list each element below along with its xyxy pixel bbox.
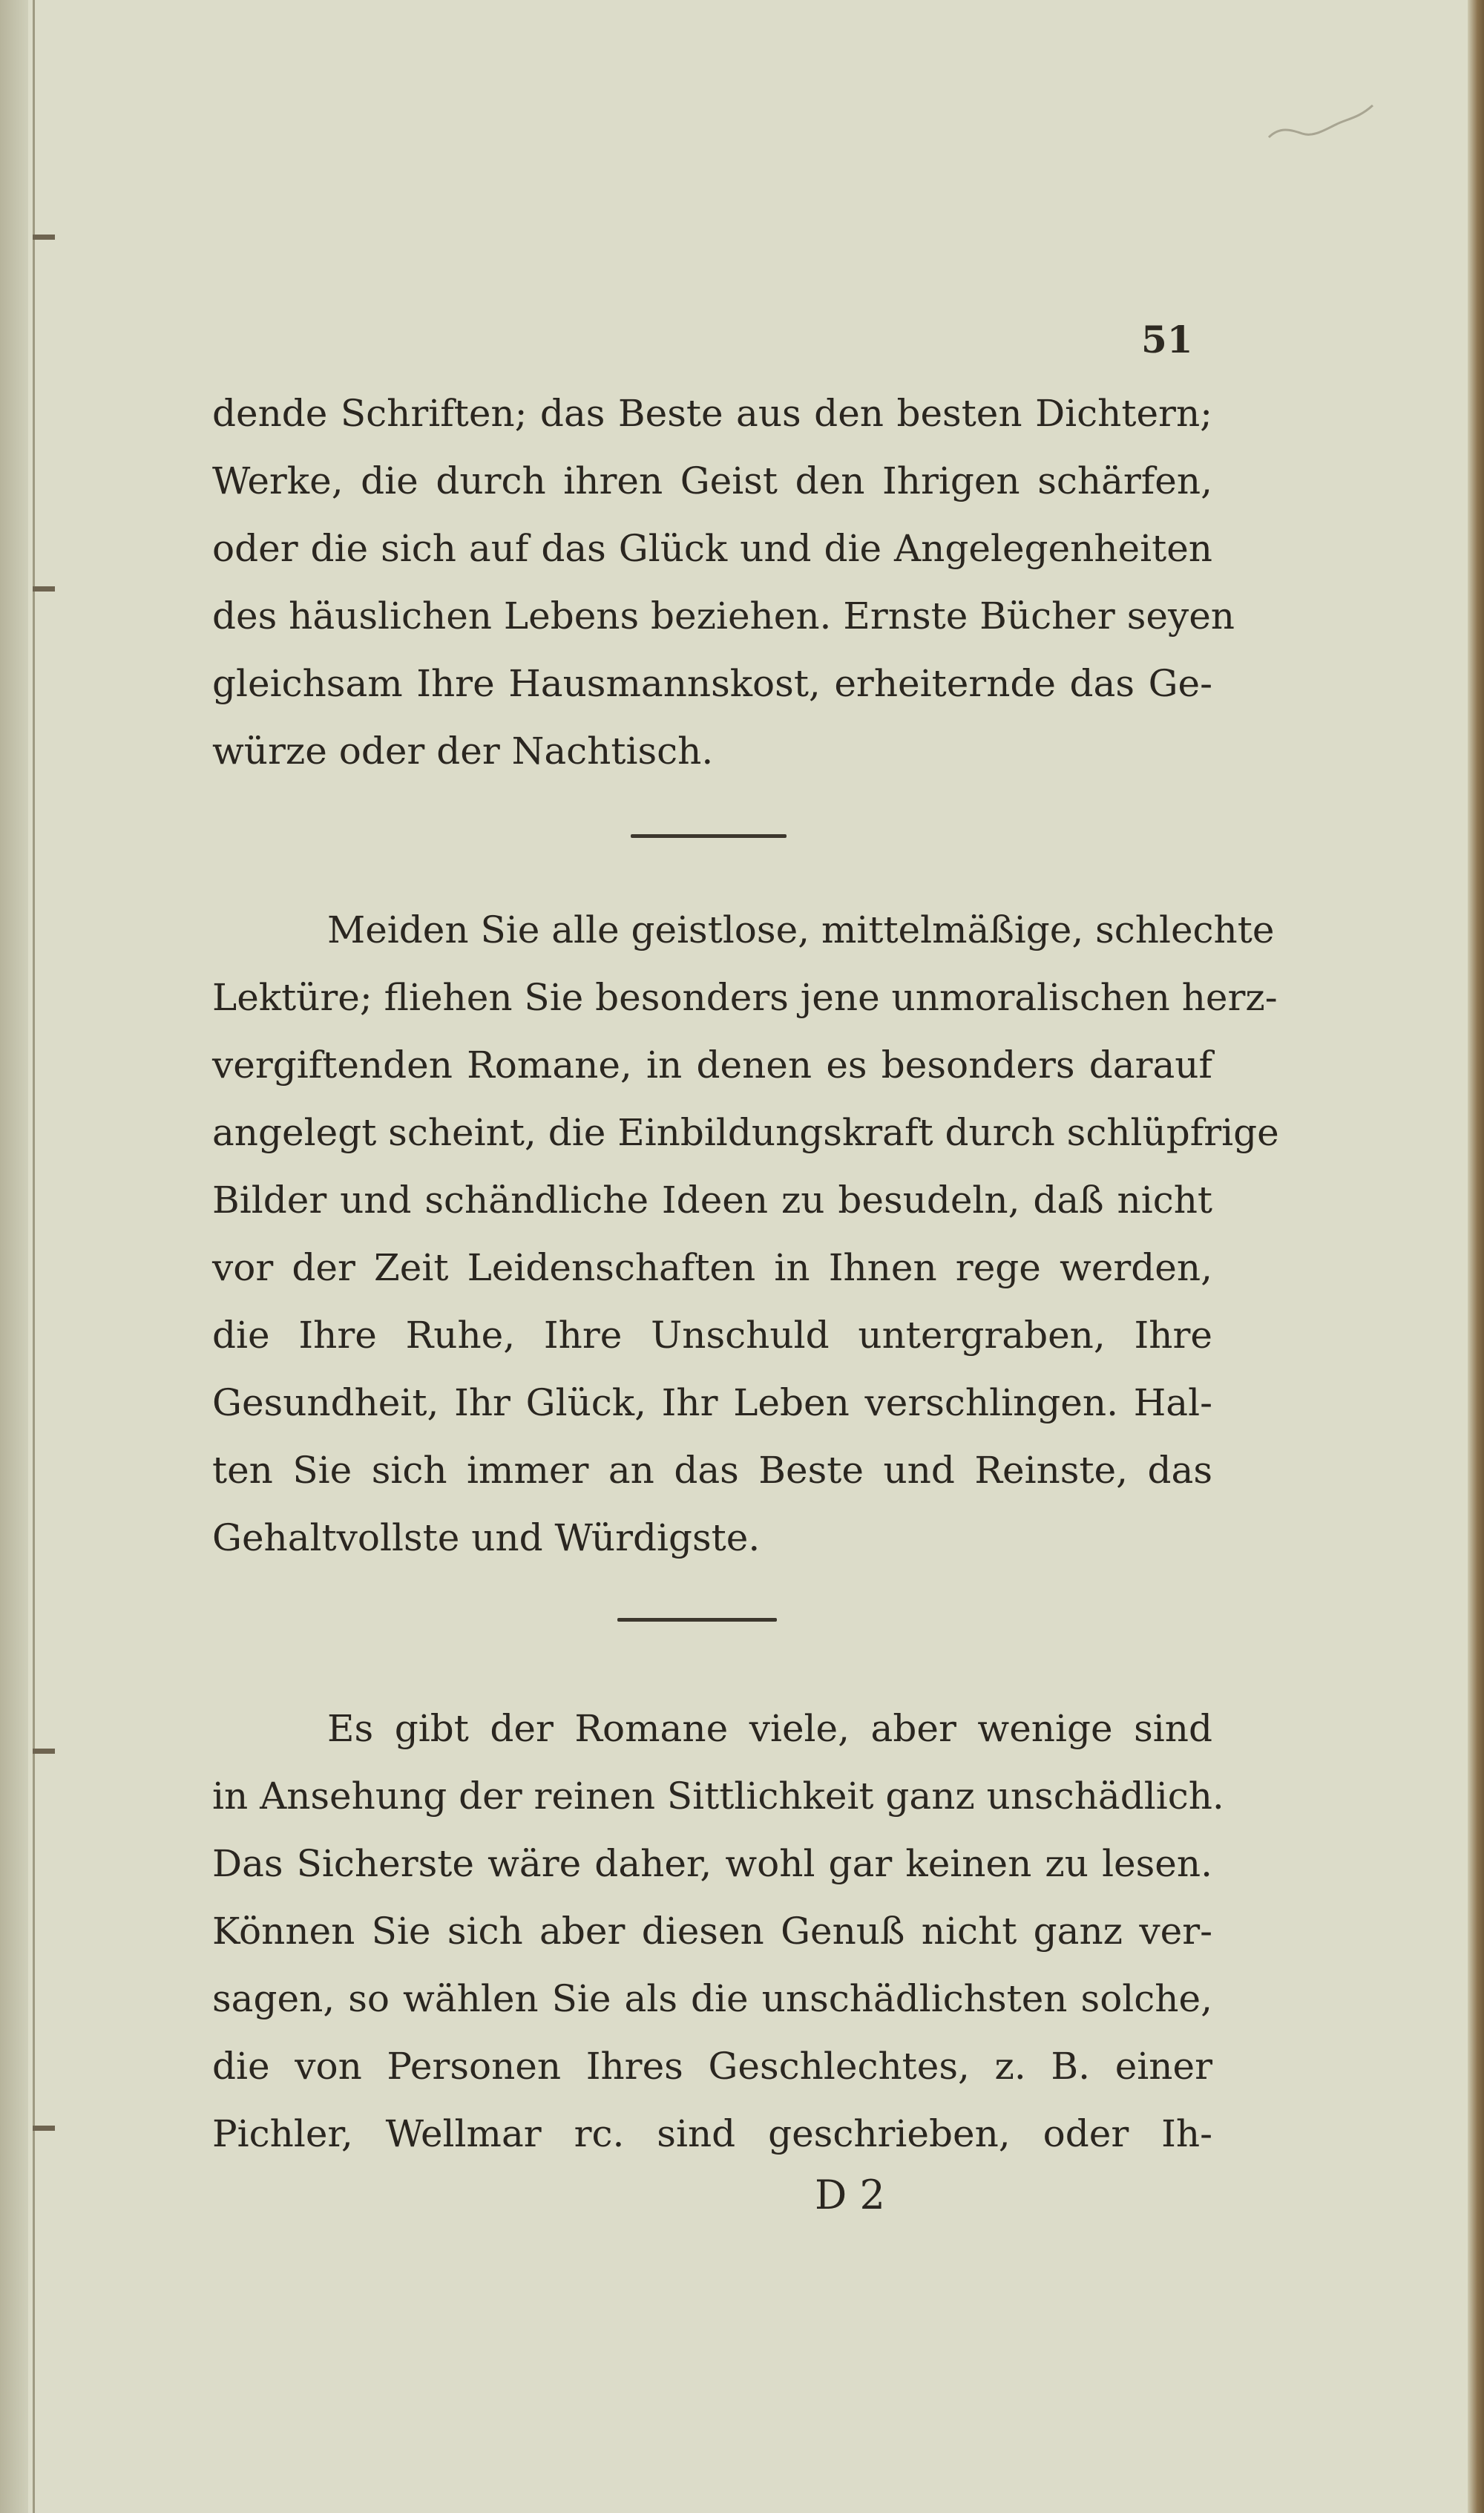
page-edge <box>1468 0 1484 2513</box>
page-number: 51 <box>1141 318 1193 361</box>
paragraph <box>212 380 1235 785</box>
text-line: oder die sich auf das Glück und die Angelegenheiten <box>212 527 1212 570</box>
text-line: die von Personen Ihres Geschlechtes, z. B. einer <box>212 2045 1212 2088</box>
text-line: sagen, so wählen Sie als die unschädlichsten solche, <box>212 1977 1212 2020</box>
text-line: Bilder und schändliche Ideen zu besudeln, daß nicht <box>212 1179 1212 1222</box>
signature-mark: D 2 <box>815 2172 885 2218</box>
text-line: des häuslichen Lebens beziehen. Ernste Bücher seyen <box>212 594 1235 638</box>
text-line: dende Schriften; das Beste aus den besten Dichtern; <box>212 392 1212 435</box>
text-line: würze oder der Nachtisch. <box>212 730 714 773</box>
text-line: die Ihre Ruhe, Ihre Unschuld untergraben, Ihre <box>212 1314 1212 1357</box>
spine-edge <box>33 0 35 2513</box>
section-divider <box>617 1618 777 1622</box>
text-line: gleichsam Ihre Hausmannskost, erheiternde das Ge- <box>212 662 1212 705</box>
section-divider <box>631 834 787 838</box>
margin-tick-mark <box>33 586 55 592</box>
text-line: Pichler, Wellmar rc. sind geschrieben, oder Ih- <box>212 2112 1212 2155</box>
text-line: vor der Zeit Leidenschaften in Ihnen rege werden, <box>212 1246 1212 1289</box>
text-line: Werke, die durch ihren Geist den Ihrigen schärfen, <box>212 459 1212 502</box>
pencil-mark-icon <box>1261 96 1380 148</box>
text-line: Das Sicherste wäre daher, wohl gar keinen zu lesen. <box>212 1842 1212 1885</box>
paragraph <box>212 897 1279 1572</box>
margin-tick-mark <box>33 2126 55 2131</box>
text-line: angelegt scheint, die Einbildungskraft durch schlüpfrige <box>212 1111 1279 1154</box>
text-line: ten Sie sich immer an das Beste und Reinste, das <box>212 1449 1212 1492</box>
margin-tick-mark <box>33 235 55 240</box>
text-line: in Ansehung der reinen Sittlichkeit ganz unschädlich. <box>212 1775 1224 1818</box>
text-line: Es gibt der Romane viele, aber wenige sind <box>327 1707 1212 1750</box>
page-gutter <box>0 0 28 2513</box>
text-line: Meiden Sie alle geistlose, mittelmäßige, schlechte <box>327 908 1275 951</box>
paragraph <box>212 1695 1224 2168</box>
text-line: Können Sie sich aber diesen Genuß nicht ganz ver- <box>212 1910 1212 1953</box>
text-line: Lektüre; fliehen Sie besonders jene unmoralischen herz- <box>212 976 1278 1019</box>
text-line: Gesundheit, Ihr Glück, Ihr Leben verschlingen. Hal- <box>212 1381 1212 1424</box>
text-line: vergiftenden Romane, in denen es besonders darauf <box>212 1043 1212 1087</box>
text-line: Gehaltvollste und Würdigste. <box>212 1516 761 1559</box>
margin-tick-mark <box>33 1749 55 1754</box>
